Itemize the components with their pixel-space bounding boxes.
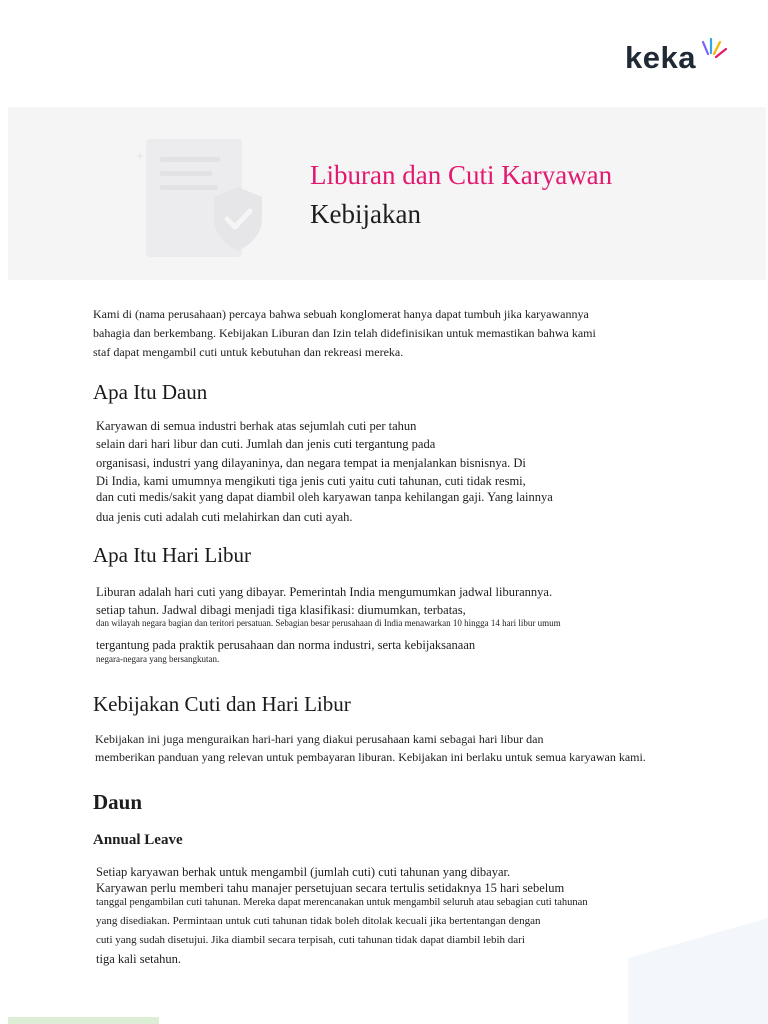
paragraph-line: dua jenis cuti adalah cuti melahirkan dan cuti ayah. (96, 510, 353, 524)
paragraph-line: selain dari hari libur dan cuti. Jumlah dan jenis cuti tergantung pada (96, 437, 436, 451)
paragraph-line: tanggal pengambilan cuti tahunan. Mereka dapat merencanakan untuk mengambil seluruh atau sebagian cuti tahunan (96, 897, 588, 908)
document-title: Liburan dan Cuti Karyawan (310, 160, 613, 190)
paragraph-line: tiga kali setahun. (96, 952, 182, 966)
intro-line: staf dapat mengambil cuti untuk kebutuhan dan rekreasi mereka. (93, 345, 404, 359)
subheading-annual-leave: Annual Leave (93, 832, 183, 848)
paragraph-line: dan cuti medis/sakit yang dapat diambil oleh karyawan tanpa kehilangan gaji. Yang lainnya (96, 490, 553, 504)
section-heading-daun: Daun (93, 790, 143, 814)
paragraph-line: Setiap karyawan berhak untuk mengambil (jumlah cuti) cuti tahunan yang dibayar. (96, 865, 511, 879)
title-banner (8, 107, 766, 280)
policy-document-shield-icon (128, 127, 278, 267)
paragraph-line: cuti yang sudah disetujui. Jika diambil secara terpisah, cuti tahunan tidak dapat diambil lebih dari (96, 934, 525, 946)
paragraph-line: Karyawan perlu memberi tahu manajer persetujuan secara tertulis setidaknya 15 hari sebelum (96, 881, 565, 895)
section-heading-apa-itu-daun: Apa Itu Daun (93, 380, 208, 404)
paragraph-line-small: dan wilayah negara bagian dan teritori persatuan. Sebagian besar perusahaan di India menawarkan 10 hingga 14 hari libur umum (96, 618, 561, 628)
intro-line: Kami di (nama perusahaan) percaya bahwa sebuah konglomerat hanya dapat tumbuh jika karyawannya (93, 307, 589, 321)
paragraph-line: Di India, kami umumnya mengikuti tiga jenis cuti yaitu cuti tahunan, cuti tidak resmi, (96, 474, 526, 488)
paragraph-line: organisasi, industri yang dilayaninya, dan negara tempat ia menjalankan bisnisnya. Di (96, 456, 526, 470)
section-heading-apa-itu-hari-libur: Apa Itu Hari Libur (93, 543, 252, 567)
decorative-triangle (628, 918, 768, 1024)
paragraph-line-small: negara-negara yang bersangkutan. (96, 654, 220, 664)
paragraph-line: Karyawan di semua industri berhak atas sejumlah cuti per tahun (96, 419, 417, 433)
logo-wordmark: keka (625, 40, 696, 75)
document-subtitle: Kebijakan (310, 199, 421, 229)
section-heading-kebijakan-cuti: Kebijakan Cuti dan Hari Libur (93, 692, 351, 716)
paragraph-line: setiap tahun. Jadwal dibagi menjadi tiga klasifikasi: diumumkan, terbatas, (96, 603, 466, 617)
logo-rays-icon (699, 38, 729, 62)
paragraph-line: Liburan adalah hari cuti yang dibayar. Pemerintah India mengumumkan jadwal liburannya. (96, 585, 553, 599)
paragraph-line: Kebijakan ini juga menguraikan hari-hari yang diakui perusahaan kami sebagai hari libur dan (95, 732, 544, 746)
paragraph-line: yang disediakan. Permintaan untuk cuti tahunan tidak boleh ditolak kecuali jika bertentangan dengan (96, 915, 541, 927)
intro-line: bahagia dan berkembang. Kebijakan Liburan dan Izin telah didefinisikan untuk memastikan bahwa kami (93, 326, 596, 340)
paragraph-line: memberikan panduan yang relevan untuk pembayaran liburan. Kebijakan ini berlaku untuk semua karyawan kami. (95, 750, 646, 764)
svg-text:+: + (136, 151, 145, 162)
paragraph-line: tergantung pada praktik perusahaan dan norma industri, serta kebijaksanaan (96, 638, 476, 652)
decorative-footer-bar (8, 1017, 159, 1024)
keka-logo (625, 38, 735, 78)
